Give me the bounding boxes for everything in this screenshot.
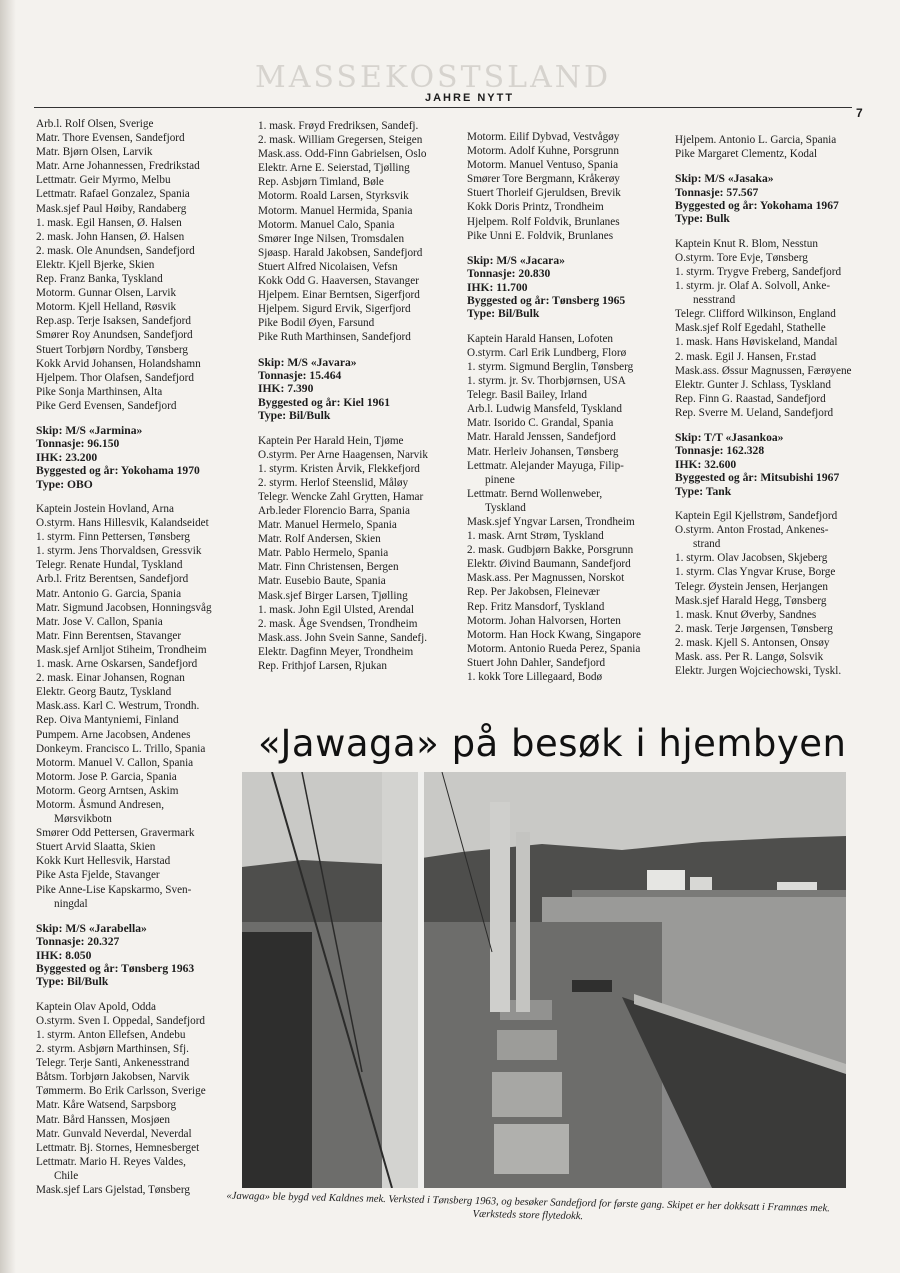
spacer [675,226,855,237]
crew-entry: Chile [54,1169,79,1182]
photo-hull-side [242,932,312,1188]
crew-entry: Telegr. Terje Santi, Ankenesstrand [36,1057,190,1070]
crew-entry: Rep. Fritz Mansdorf, Tyskland [467,600,605,613]
crew-entry: Kaptein Harald Hansen, Lofoten [467,332,614,345]
crew-entry: 2. mask. Kjell S. Antonsen, Onsøy [675,636,830,649]
crew-entry: Kaptein Olav Apold, Odda [36,1000,156,1013]
crew-entry: Motorm. Adolf Kuhne, Porsgrunn [467,145,619,158]
ship-detail: Type: Bulk [675,212,730,226]
crew-entry: 2. mask. John Hansen, Ø. Halsen [36,230,185,243]
crew-entry: Pumpem. Arne Jacobsen, Andenes [36,728,191,741]
crew-entry: Elektr. Georg Bautz, Tyskland [36,686,172,699]
crew-entry: Mask.ass. John Svein Sanne, Sandefj. [258,631,428,644]
crew-entry: Lettmatr. Bj. Stornes, Hemnesberget [36,1141,200,1154]
column-1 [36,117,246,1197]
crew-entry: Matr. Isorido C. Grandal, Spania [467,417,614,430]
photo-mast [418,772,424,1188]
spacer [467,321,652,332]
crew-entry: Rep. Oiva Mantyniemi, Finland [36,714,179,727]
ship-detail: Byggested og år: Yokohama 1970 [36,464,200,478]
crew-entry: Rep.asp. Terje Isaksen, Sandefjord [36,315,191,328]
crew-entry: Matr. Antonio G. Garcia, Spania [36,587,182,600]
crew-entry: Motorm. Åsmund Andresen, [36,798,165,811]
crew-entry: Matr. Bård Hanssen, Mosjøen [36,1113,170,1126]
crew-entry: Motorm. Han Hock Kwang, Singapore [467,628,641,641]
crew-entry: Elektr. Kjell Bjerke, Skien [36,258,155,271]
crew-entry: Elektr. Dagfinn Meyer, Trondheim [258,645,414,658]
crew-entry: Matr. Arne Johannessen, Fredrikstad [36,160,200,173]
crew-entry: 2. mask. Terje Jørgensen, Tønsberg [675,622,833,635]
crew-entry: Smører Roy Anundsen, Sandefjord [36,329,193,342]
ship-detail: Byggested og år: Tønsberg 1965 [467,293,626,307]
ship-detail: Type: Bil/Bulk [467,307,540,321]
spacer [36,911,246,922]
crew-entry: Motorm. Johan Halvorsen, Horten [467,614,621,627]
header-rule [34,107,852,108]
page-edge-shadow [0,0,16,1273]
spacer [36,491,246,502]
spacer [258,345,458,356]
crew-entry: 1. styrm. jr. Olaf A. Solvoll, Anke- [675,280,831,293]
crew-entry: Båtsm. Torbjørn Jakobsen, Narvik [36,1071,190,1084]
crew-entry: Motorm. Kjell Helland, Røsvik [36,301,177,314]
ship-detail: Type: Bil/Bulk [258,409,331,423]
crew-entry: Mørsvikbotn [54,813,112,826]
ship-detail: IHK: 11.700 [467,280,528,294]
page-number: 7 [856,106,863,120]
crew-entry: Pike Sonja Marthinsen, Alta [36,385,163,398]
ship-detail: IHK: 32.600 [675,457,737,471]
spacer [258,423,458,434]
ship-detail: Type: Bil/Bulk [36,975,109,989]
crew-entry: Lettmatr. Rafael Gonzalez, Spania [36,188,190,201]
crew-entry: Motorm. Jose P. Garcia, Spania [36,770,177,783]
crew-entry: 1. mask. Hans Høviskeland, Mandal [675,336,838,349]
crew-entry: Pike Ruth Marthinsen, Sandefjord [258,331,411,344]
ship-detail: Tonnasje: 162.328 [675,444,765,458]
crew-entry: Rep. Asbjørn Timland, Bøle [258,176,384,189]
crew-entry: Matr. Rolf Andersen, Skien [258,533,381,546]
crew-entry: Lettmatr. Mario H. Reyes Valdes, [36,1155,186,1168]
crew-entry: 2. styrm. Asbjørn Marthinsen, Sfj. [36,1043,189,1056]
bleed-through-text: MASSEKOSTSLAND [255,60,612,95]
spacer [675,420,855,431]
crew-entry: O.styrm. Anton Frostad, Ankenes- [675,524,829,537]
header-title: JAHRE NYTT [425,92,515,104]
crew-entry: Motorm. Eilif Dybvad, Vestvågøy [467,131,620,143]
crew-entry: Kokk Arvid Johansen, Holandshamn [36,357,201,370]
crew-entry: 1. styrm. Clas Yngvar Kruse, Borge [675,566,836,579]
crew-entry: Matr. Herleiv Johansen, Tønsberg [467,445,619,458]
crew-entry: Kokk Doris Printz, Trondheim [467,201,604,214]
ship-name: Skip: M/S «Jacara» [467,253,565,267]
crew-entry: Kokk Kurt Hellesvik, Harstad [36,855,171,868]
crew-entry: 2. mask. Gudbjørn Bakke, Porsgrunn [467,544,634,557]
crew-entry: Motorm. Manuel Hermida, Spania [258,204,413,217]
crew-entry: O.styrm. Per Arne Haagensen, Narvik [258,448,428,461]
crew-entry: Matr. Jose V. Callon, Spania [36,615,163,628]
crew-entry: Lettmatr. Alejander Mayuga, Filip- [467,459,624,472]
crew-entry: Mask.ass. Øssur Magnussen, Færøyene [675,364,852,377]
crew-entry: 1. styrm. Anton Ellefsen, Andebu [36,1028,186,1041]
photo-caption: «Jawaga» ble bygd ved Kaldnes mek. Verksted i Tønsberg 1963, og besøker Sandefjord for første gang. Skipet er her dokksatt i Framnæs mek. Værksteds store flytedokk. [226,1190,830,1223]
crew-entry: Matr. Sigmund Jacobsen, Honningsvåg [36,601,212,614]
ship-detail: Byggested og år: Kiel 1961 [258,395,391,409]
crew-entry: Hjelpem. Thor Olafsen, Sandefjord [36,371,194,384]
crew-entry: Pike Gerd Evensen, Sandefjord [36,399,177,412]
crew-entry: 2. mask. Egil J. Hansen, Fr.stad [675,350,817,363]
crew-entry: Matr. Finn Christensen, Bergen [258,561,399,574]
crew-entry: Mask.sjef Paul Høiby, Randaberg [36,202,187,215]
spacer [675,498,855,509]
column-3 [467,130,652,684]
crew-entry: Telegr. Wencke Zahl Grytten, Hamar [258,490,424,503]
spacer [467,243,652,254]
crew-entry: Matr. Eusebio Baute, Spania [258,575,386,588]
crew-entry: Matr. Thore Evensen, Sandefjord [36,132,185,145]
crew-entry: 1. mask. Arnt Strøm, Tyskland [467,530,604,543]
ship-name: Skip: M/S «Jarabella» [36,921,147,935]
photo-hatch [492,1072,562,1117]
photo-hatch [497,1030,557,1060]
crew-entry: Pike Asta Fjelde, Stavanger [36,869,160,882]
crew-entry: Arb.l. Rolf Olsen, Sverige [36,118,154,130]
crew-entry: Motorm. Roald Larsen, Styrksvik [258,190,409,203]
crew-entry: ningdal [54,897,88,910]
ship-name: Skip: M/S «Javara» [258,355,357,369]
crew-entry: Matr. Kåre Watsend, Sarpsborg [36,1099,177,1112]
crew-entry: Smører Odd Pettersen, Gravermark [36,827,195,840]
crew-entry: 1. styrm. Finn Pettersen, Tønsberg [36,531,191,544]
crew-entry: 2. styrm. Herlof Steenslid, Måløy [258,476,409,489]
crew-entry: Kaptein Knut R. Blom, Nesstun [675,237,818,250]
crew-entry: Hjelpem. Antonio L. Garcia, Spania [675,134,837,146]
crew-entry: Elektr. Arne E. Seierstad, Tjølling [258,162,410,175]
crew-entry: Smører Inge Nilsen, Tromsdalen [258,232,405,245]
crew-entry: 2. mask. William Gregersen, Steigen [258,134,423,147]
crew-entry: 2. mask. Åge Svendsen, Trondheim [258,617,418,630]
crew-entry: Stuert John Dahler, Sandefjord [467,656,606,669]
ship-name: Skip: M/S «Jarmina» [36,423,143,437]
crew-entry: Arb.leder Florencio Barra, Spania [258,505,410,517]
crew-entry: Stuert Alfred Nicolaisen, Vefsn [258,260,398,273]
photo-mast [382,772,418,1188]
crew-entry: 2. mask. Ole Anundsen, Sandefjord [36,244,195,257]
ship-name: Skip: T/T «Jasankoa» [675,431,784,445]
crew-entry: Rep. Sverre M. Ueland, Sandefjord [675,406,834,419]
crew-entry: Elektr. Jurgen Wojciechowski, Tyskl. [675,665,842,678]
crew-entry: O.styrm. Carl Erik Lundberg, Florø [467,346,627,359]
ship-photo [242,772,846,1188]
crew-entry: Mask.sjef Rolf Egedahl, Stathelle [675,322,826,335]
crew-entry: Tyskland [485,501,526,514]
crew-entry: 1. styrm. Kristen Årvik, Flekkefjord [258,462,420,475]
ship-detail: Byggested og år: Tønsberg 1963 [36,961,195,975]
crew-entry: Matr. Harald Jenssen, Sandefjord [467,431,616,444]
crew-entry: Matr. Pablo Hermelo, Spania [258,547,389,560]
crew-entry: Mask.sjef Harald Hegg, Tønsberg [675,594,827,607]
ship-detail: Tonnasje: 20.830 [467,267,551,281]
ship-detail: Tonnasje: 96.150 [36,437,120,451]
crew-entry: Arb.l. Ludwig Mansfeld, Tyskland [467,403,622,416]
crew-entry: Stuert Torbjørn Nordby, Tønsberg [36,343,188,356]
crew-entry: Hjelpem. Einar Berntsen, Sigerfjord [258,289,420,302]
crew-entry: Mask.sjef Arnljot Stiheim, Trondheim [36,643,207,656]
spacer [36,413,246,424]
ship-detail: IHK: 23.200 [36,450,98,464]
article-headline: «Jawaga» på besøk i hjembyen [258,722,847,765]
crew-entry: Arb.l. Fritz Berentsen, Sandefjord [36,573,189,586]
crew-entry: Rep. Frithjof Larsen, Rjukan [258,660,387,673]
crew-entry: 1. mask. Egil Hansen, Ø. Halsen [36,216,182,229]
crew-entry: Mask.ass. Odd-Finn Gabrielsen, Oslo [258,148,427,161]
crew-entry: Smører Tore Bergmann, Kråkerøy [467,173,620,186]
crew-entry: Donkeym. Francisco L. Trillo, Spania [36,742,206,755]
ship-detail: IHK: 7.390 [258,382,314,396]
crew-entry: pinene [485,473,515,486]
crew-entry: 2. mask. Einar Johansen, Rognan [36,672,185,685]
crew-entry: Mask.sjef Lars Gjelstad, Tønsberg [36,1183,191,1196]
crew-entry: Motorm. Manuel Ventuso, Spania [467,159,619,172]
crew-entry: Rep. Per Jakobsen, Fleinevær [467,586,600,599]
crew-entry: Matr. Finn Berentsen, Stavanger [36,629,182,642]
ship-name: Skip: M/S «Jasaka» [675,172,774,186]
crew-entry: Lettmatr. Geir Myrmo, Melbu [36,174,171,187]
ship-detail: Byggested og år: Mitsubishi 1967 [675,471,840,485]
crew-entry: Motorm. Manuel V. Callon, Spania [36,756,194,769]
ship-detail: Type: Tank [675,484,732,498]
crew-entry: Lettmatr. Bernd Wollenweber, [467,487,603,500]
crew-entry: Pike Margaret Clementz, Kodal [675,148,818,161]
crew-entry: Telegr. Clifford Wilkinson, England [675,308,836,321]
crew-entry: Telegr. Renate Hundal, Tyskland [36,559,183,572]
crew-entry: Motorm. Georg Arntsen, Askim [36,784,179,797]
crew-entry: O.styrm. Hans Hillesvik, Kalandseidet [36,517,209,530]
crew-entry: Mask.sjef Yngvar Larsen, Trondheim [467,516,635,528]
crew-entry: Matr. Manuel Hermelo, Spania [258,519,397,532]
crew-entry: Rep. Finn G. Raastad, Sandefjord [675,392,826,405]
crew-entry: 1. kokk Tore Lillegaard, Bodø [467,671,603,684]
crew-entry: Matr. Gunvald Neverdal, Neverdal [36,1127,192,1140]
crew-entry: 1. styrm. Olav Jacobsen, Skjeberg [675,552,828,565]
crew-entry: nesstrand [693,294,736,307]
crew-entry: 1. styrm. jr. Sv. Thorbjørnsen, USA [467,375,626,388]
crew-entry: 1. mask. Frøyd Fredriksen, Sandefj. [258,120,419,132]
crew-entry: Motorm. Antonio Rueda Perez, Spania [467,642,641,655]
crew-entry: 1. styrm. Trygve Freberg, Sandefjord [675,266,842,278]
ship-detail: Tonnasje: 15.464 [258,368,342,382]
crew-entry: Kaptein Egil Kjellstrøm, Sandefjord [675,510,838,523]
crew-entry: Stuert Arvid Slaatta, Skien [36,841,156,854]
crew-entry: Kaptein Per Harald Hein, Tjøme [258,434,404,447]
crew-entry: Hjelpem. Sigurd Ervik, Sigerfjord [258,303,411,316]
photo-mast [490,802,510,1012]
photo-tug [572,980,612,992]
photo-hatch [494,1124,569,1174]
ship-detail: Tonnasje: 20.327 [36,935,120,949]
column-4 [675,133,855,678]
ship-drydock-image [242,772,846,1188]
crew-entry: Pike Bodil Øyen, Farsund [258,317,375,330]
photo-mast [516,832,530,1012]
ship-detail: Type: OBO [36,477,93,491]
crew-entry: Elektr. Gunter J. Schlass, Tyskland [675,378,831,391]
ship-detail: Tonnasje: 57.567 [675,185,759,199]
crew-entry: Sjøasp. Harald Jakobsen, Sandefjord [258,246,423,259]
crew-entry: strand [693,538,721,551]
crew-entry: 1. mask. John Egil Ulsted, Arendal [258,603,414,616]
spacer [36,989,246,1000]
crew-entry: Hjelpem. Rolf Foldvik, Brunlanes [467,215,620,228]
crew-entry: O.styrm. Tore Evje, Tønsberg [675,251,808,264]
crew-entry: Telegr. Basil Bailey, Irland [467,389,587,402]
crew-entry: Stuert Thorleif Gjeruldsen, Brevik [467,187,621,200]
crew-entry: Kokk Odd G. Haaversen, Stavanger [258,275,419,288]
crew-entry: Mask.ass. Per Magnussen, Norskot [467,572,625,585]
ship-detail: Byggested og år: Yokohama 1967 [675,199,839,212]
crew-entry: Matr. Bjørn Olsen, Larvik [36,146,153,159]
crew-entry: 1. mask. Arne Oskarsen, Sandefjord [36,658,198,671]
ship-detail: IHK: 8.050 [36,948,92,962]
crew-entry: 1. styrm. Sigmund Berglin, Tønsberg [467,360,634,373]
crew-entry: Telegr. Øystein Jensen, Herjangen [675,580,828,593]
crew-entry: Rep. Franz Banka, Tyskland [36,273,163,286]
crew-entry: Tømmerm. Bo Erik Carlsson, Sverige [36,1085,206,1098]
crew-entry: Motorm. Manuel Calo, Spania [258,218,395,231]
crew-entry: Mask.ass. Karl C. Westrum, Trondh. [36,700,200,713]
crew-entry: Motorm. Gunnar Olsen, Larvik [36,287,177,300]
crew-entry: 1. styrm. Jens Thorvaldsen, Gressvik [36,545,202,558]
crew-entry: Pike Unni E. Foldvik, Brunlanes [467,229,614,242]
crew-entry: Pike Anne-Lise Kapskarmo, Sven- [36,883,192,896]
crew-entry: Elektr. Øivind Baumann, Sandefjord [467,558,631,571]
crew-entry: Mask. ass. Per R. Langø, Solsvik [675,651,824,663]
crew-entry: Kaptein Jostein Hovland, Arna [36,503,174,515]
spacer [675,161,855,172]
crew-entry: 1. mask. Knut Øverby, Sandnes [675,608,817,621]
crew-entry: Mask.sjef Birger Larsen, Tjølling [258,589,408,602]
crew-entry: O.styrm. Sven I. Oppedal, Sandefjord [36,1014,206,1027]
column-2 [258,119,458,673]
